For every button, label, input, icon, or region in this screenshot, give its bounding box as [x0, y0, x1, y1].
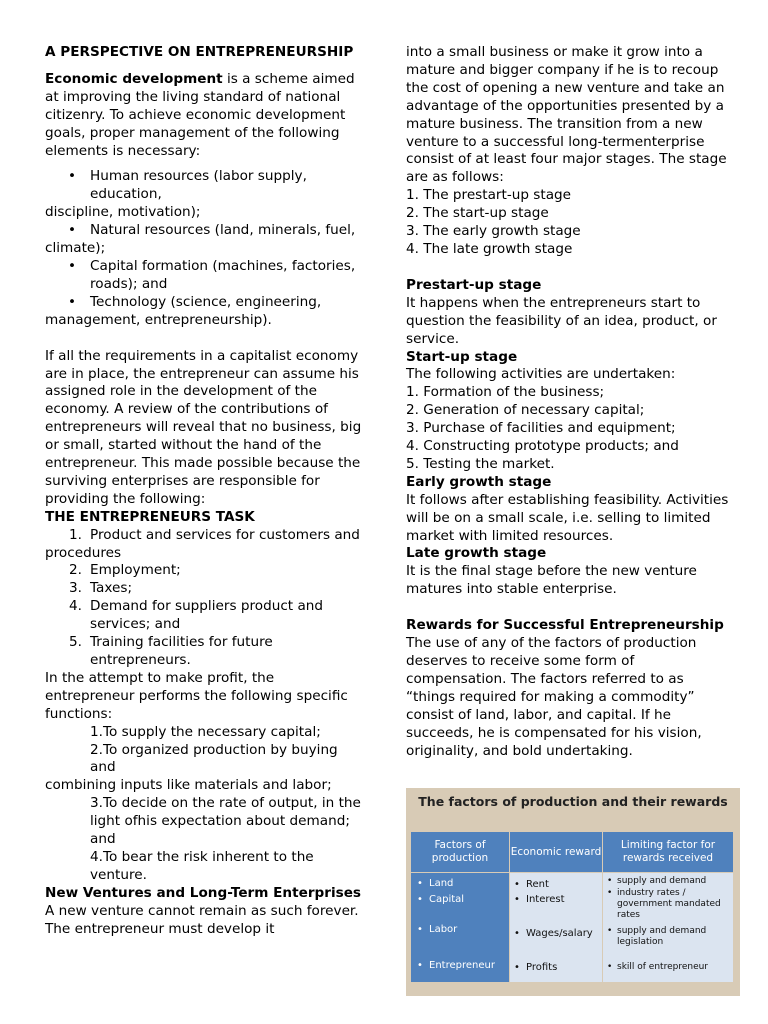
late-growth-heading: Late growth stage — [406, 545, 547, 562]
table-header-factors: Factors of production — [411, 832, 509, 872]
table-cell: • Interest — [514, 894, 565, 905]
list-item-cont: procedures — [45, 544, 122, 561]
list-item: • Capital formation (machines, factories, roads); and — [45, 258, 363, 294]
table-cell: • supply and demand legislation — [607, 926, 707, 947]
late-growth-paragraph: It is the final stage before the new venture matures into stable enterprise. — [406, 563, 697, 598]
rewards-column — [510, 873, 602, 982]
list-item: 2. Employment; — [69, 562, 181, 579]
list-item: • Human resources (labor supply, education, — [45, 168, 363, 204]
prestart-paragraph: It happens when the entrepreneurs start to question the feasibility of an idea, product, or service. — [406, 294, 717, 347]
rewards-paragraph: The use of any of the factors of production deserves to receive some form of compensation. The factors referred to as “things required for making a commodity” consist of land, labor, and capital. If he succeeds, he is compensated for his vision, originality, and bold undertaking. — [406, 635, 702, 759]
list-item: 3. Purchase of facilities and equipment; — [406, 420, 676, 437]
bullet-icon: • — [67, 293, 76, 310]
table-header-limiting: Limiting factor for rewards received — [603, 832, 733, 872]
early-growth-paragraph: It follows after establishing feasibility. Activities will be on a small scale, i.e. selling to limited market with limited resources. — [406, 491, 729, 544]
table-cell: • Land — [417, 878, 454, 889]
elements-list — [45, 168, 363, 329]
list-item: 4. Demand for suppliers product and services; and — [69, 598, 324, 633]
task-list — [45, 527, 363, 670]
table-cell: • supply and demand — [607, 876, 707, 886]
prestart-heading: Prestart-up stage — [406, 276, 542, 293]
ventures-paragraph: A new venture cannot remain as such forever. The entrepreneur must develop it — [45, 902, 359, 937]
list-item-cont: climate); — [45, 240, 106, 257]
rewards-heading: Rewards for Successful Entrepreneurship — [406, 617, 724, 634]
bullet-icon: • — [67, 168, 76, 185]
list-item: 5. Testing the market. — [406, 455, 555, 472]
intro-term: Economic development — [45, 70, 223, 87]
list-item: 5. Training facilities for future entrepreneurs. — [69, 634, 273, 668]
list-item: 3. The early growth stage — [406, 223, 581, 240]
list-item: 1. Product and services for customers and — [69, 526, 360, 543]
table-cell: • Capital — [417, 894, 465, 905]
functions-intro: In the attempt to make profit, the entrepreneur performs the following specific functions: — [45, 669, 348, 722]
startup-intro: The following activities are undertaken: — [406, 366, 676, 383]
list-item: 4.To bear the risk inherent to the venture. — [90, 848, 314, 883]
list-item: 2. Generation of necessary capital; — [406, 402, 645, 419]
list-item: 2.To organized production by buying and — [90, 741, 338, 776]
table-cell: • Labor — [417, 924, 458, 935]
startup-list — [406, 384, 732, 474]
factors-table — [411, 832, 733, 982]
left-column — [45, 44, 363, 939]
right-column — [406, 44, 732, 759]
factors-table-figure — [406, 788, 740, 996]
table-cell: • Profits — [514, 962, 558, 973]
list-item-cont: combining inputs like materials and labor; — [45, 777, 332, 794]
list-item: 1. Formation of the business; — [406, 384, 605, 401]
table-cell: • Wages/salary — [514, 928, 593, 939]
early-growth-heading: Early growth stage — [406, 473, 552, 490]
list-item-cont: discipline, motivation); — [45, 204, 201, 221]
list-item: 3. Taxes; — [69, 580, 133, 597]
requirements-paragraph: If all the requirements in a capitalist economy are in place, the entrepreneur can assume his assigned role in the development of the economy. A review of the contributions of entrepreneurs will reveal that no business, big or small, started without the hand of the entrepreneur. This made possible because the surviving enterprises are responsible for providing the following: — [45, 347, 362, 507]
table-cell: • Entrepreneur — [417, 960, 495, 971]
ventures-continued: into a small business or make it grow into a mature and bigger company if he is to recoup the cost of opening a new venture and take an advantage of the opportunities presented by a mature business. The transition from a new venture to a successful long-termenterprise consist of at least four major stages. The stage are as follows: — [406, 44, 727, 186]
functions-list — [45, 724, 363, 885]
list-item: 3.To decide on the rate of output, in the light ofhis expectation about demand; and — [90, 795, 361, 848]
table-cell: • Rent — [514, 879, 549, 890]
table-header-reward: Economic reward — [510, 832, 602, 872]
bullet-icon: • — [67, 257, 76, 274]
page-title: A PERSPECTIVE ON ENTREPRENEURSHIP — [45, 44, 354, 60]
factors-column — [411, 873, 509, 982]
table-cell: • skill of entrepreneur — [607, 962, 709, 972]
list-item: 1. The prestart-up stage — [406, 187, 572, 204]
task-heading: THE ENTREPRENEURS TASK — [45, 508, 255, 525]
list-item: • Technology (science, engineering, — [45, 294, 363, 312]
figure-title: The factors of production and their rewards — [418, 794, 728, 809]
startup-heading: Start-up stage — [406, 348, 518, 365]
limits-column — [603, 873, 733, 982]
intro-paragraph: Economic development is a scheme aimed at improving the living standard of national citizenry. To achieve economic development goals, proper management of the following elements is necessary: — [45, 70, 355, 159]
list-item: • Natural resources (land, minerals, fuel, — [45, 222, 363, 240]
list-item: 4. Constructing prototype products; and — [406, 438, 679, 455]
list-item: 4. The late growth stage — [406, 240, 573, 257]
bullet-icon: • — [67, 222, 76, 239]
table-cell: • industry rates / government mandated rates — [607, 888, 721, 920]
list-item: 1.To supply the necessary capital; — [90, 723, 321, 740]
stages-list — [406, 187, 732, 259]
list-item-cont: management, entrepreneurship). — [45, 311, 272, 328]
list-item: 2. The start-up stage — [406, 205, 549, 222]
ventures-heading: New Ventures and Long-Term Enterprises — [45, 884, 362, 901]
